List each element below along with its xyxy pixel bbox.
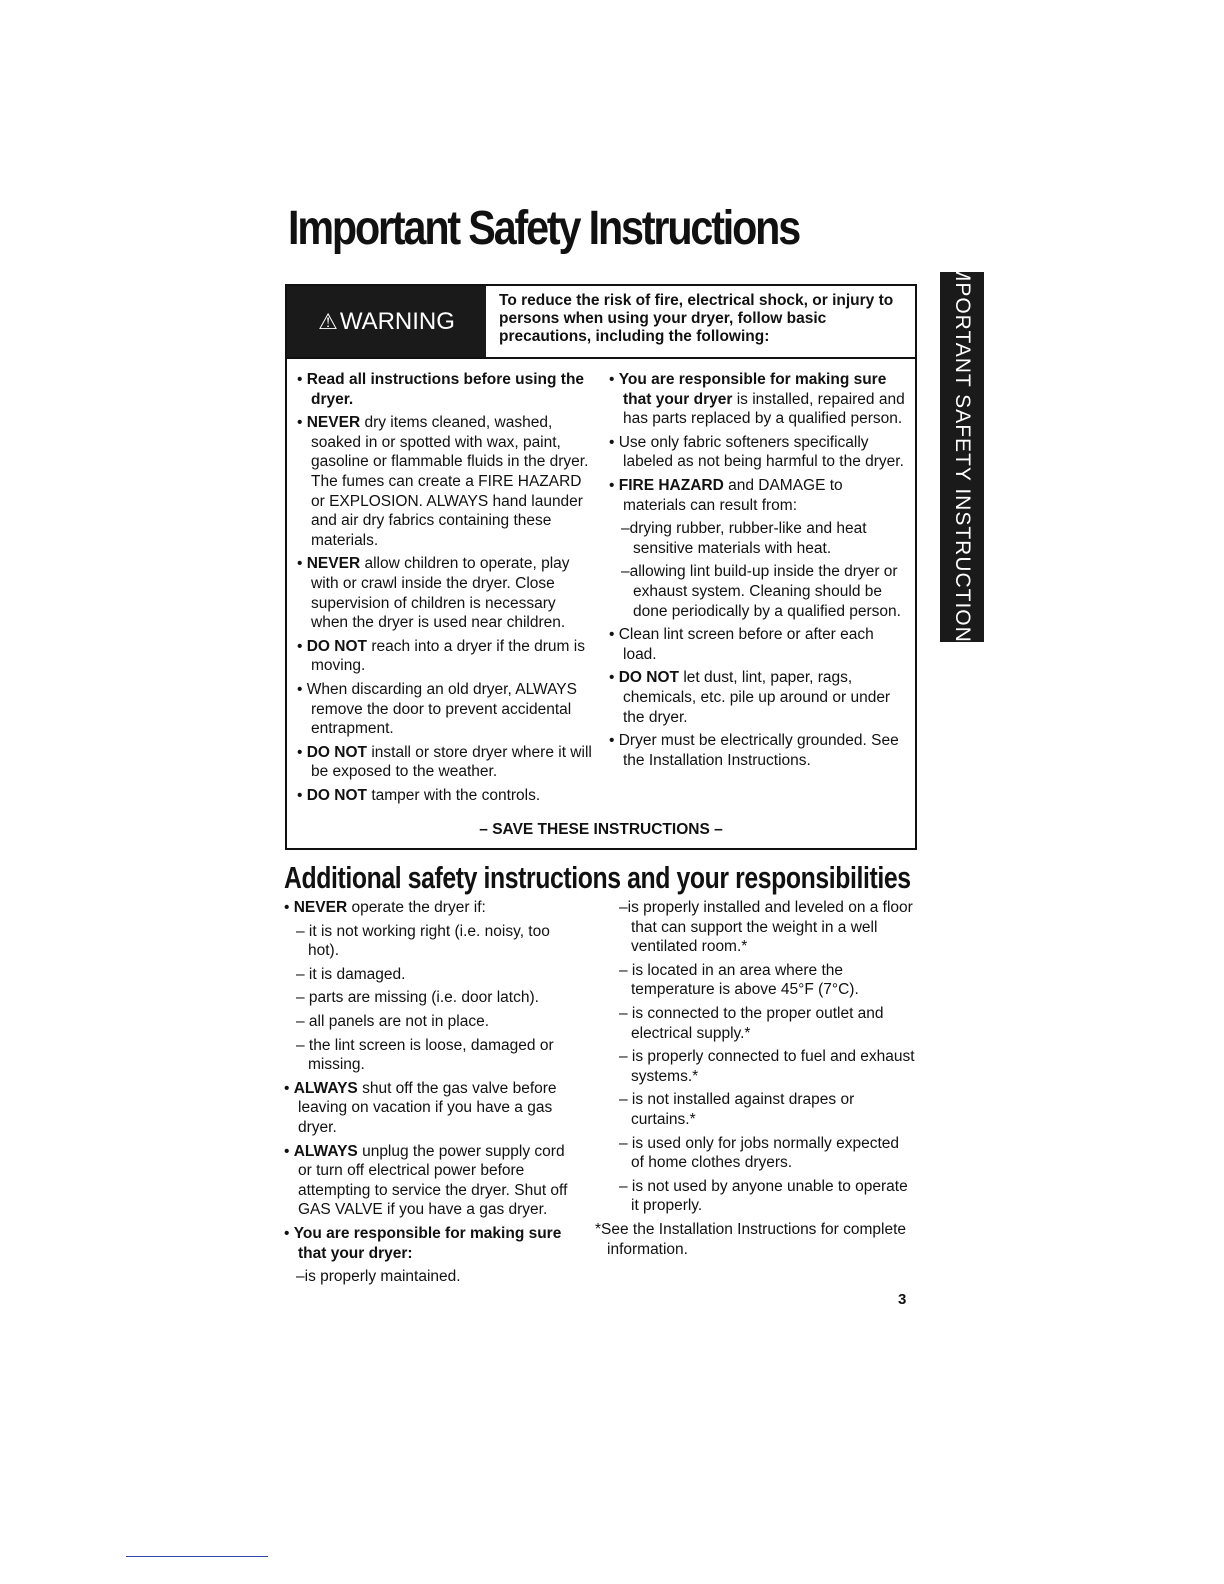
emphasis-text: DO NOT xyxy=(306,637,368,655)
sub-item xyxy=(284,922,574,961)
emphasis-text: You are responsible for making sure that your dryer xyxy=(618,371,887,408)
emphasis-text: ALWAYS xyxy=(293,1142,358,1160)
bullet-icon: • xyxy=(609,669,619,687)
bullet-icon: • xyxy=(297,637,307,655)
bullet-item xyxy=(284,1079,574,1138)
item-text: install or store dryer where it will be exposed to the weather. xyxy=(311,743,592,781)
bullet-icon: • xyxy=(284,1142,294,1160)
item-text: – the lint screen is loose, damaged or missing. xyxy=(296,1036,554,1074)
bullet-item xyxy=(284,898,574,918)
bullet-icon: • xyxy=(609,371,619,388)
bullet-item xyxy=(609,625,909,664)
bullet-icon: • xyxy=(297,414,307,432)
item-text: –allowing lint build-up inside the dryer or exhaust system. Cleaning should be done periodically by a qualified person. xyxy=(621,563,901,620)
item-text: – is not used by anyone unable to operate it properly. xyxy=(619,1177,908,1215)
bullet-icon: • xyxy=(297,743,307,761)
page-number: 3 xyxy=(898,1291,907,1308)
bullet-icon: • xyxy=(609,626,619,644)
item-text: shut off the gas valve before leaving on vacation if you have a gas dryer. xyxy=(298,1079,557,1136)
footnote xyxy=(595,1220,915,1259)
item-text: – is properly connected to fuel and exhaust systems.* xyxy=(619,1048,915,1085)
emphasis-text: DO NOT xyxy=(618,669,680,687)
bullet-item xyxy=(284,1224,574,1263)
item-text: unplug the power supply cord or turn off electrical power before attempting to service the dryer. Shut off GAS VALVE if you have a gas dryer. xyxy=(298,1142,568,1219)
sub-item xyxy=(607,1134,915,1173)
warning-label: WARNING xyxy=(339,307,455,335)
item-text: operate the dryer if: xyxy=(347,899,486,916)
additional-section-title: Additional safety instructions and your responsibilities xyxy=(284,860,911,895)
bullet-item xyxy=(297,413,597,550)
item-text: Dryer must be electrically grounded. See the Installation Instructions. xyxy=(618,732,899,769)
item-text: is installed, repaired and has parts replaced by a qualified person. xyxy=(623,390,905,428)
bullet-item xyxy=(284,1142,574,1220)
item-text: *See the Installation Instructions for complete information. xyxy=(595,1220,907,1258)
sub-item xyxy=(284,965,574,985)
section-side-tab xyxy=(940,256,984,658)
bullet-icon: • xyxy=(297,371,307,388)
sub-item xyxy=(607,1090,915,1129)
item-text: – parts are missing (i.e. door latch). xyxy=(296,989,539,1007)
side-tab-label: IMPORTANT SAFETY INSTRUCTIONS xyxy=(951,256,974,658)
bullet-icon: • xyxy=(609,476,619,494)
sub-item xyxy=(607,961,915,1000)
warning-heading: To reduce the risk of fire, electrical shock, or injury to persons when using your dryer, follow basic precautions, including the following: xyxy=(499,292,894,345)
item-text: – is located in an area where the temperature is above 45°F (7°C). xyxy=(619,961,859,999)
bullet-item xyxy=(609,668,909,727)
footnote-rule xyxy=(126,1556,268,1557)
bullet-item xyxy=(297,370,597,409)
item-text: –drying rubber, rubber-like and heat sensitive materials with heat. xyxy=(621,520,867,557)
bullet-item xyxy=(609,370,909,429)
emphasis-text: NEVER xyxy=(293,899,348,916)
warning-box xyxy=(285,284,917,850)
item-text: and DAMAGE to materials can result from: xyxy=(623,476,843,514)
item-text: –is properly maintained. xyxy=(296,1268,461,1286)
emphasis-text: ALWAYS xyxy=(293,1079,358,1097)
emphasis-text: NEVER xyxy=(306,555,361,573)
bullet-icon: • xyxy=(297,555,307,573)
emphasis-text: NEVER xyxy=(306,414,361,432)
item-text: – it is not working right (i.e. noisy, too hot). xyxy=(296,922,550,960)
additional-right-column xyxy=(595,898,915,1263)
item-text: – is used only for jobs normally expected of home clothes dryers. xyxy=(619,1134,900,1172)
sub-item xyxy=(609,519,909,558)
item-text: – is connected to the proper outlet and electrical supply.* xyxy=(619,1004,884,1042)
warning-right-column xyxy=(609,370,909,774)
item-text: Use only fabric softeners specifically labeled as not being harmful to the dryer. xyxy=(618,433,904,471)
warning-badge xyxy=(287,286,486,357)
sub-item xyxy=(284,1012,574,1032)
sub-item xyxy=(607,1047,915,1086)
sub-item xyxy=(607,1004,915,1043)
bullet-icon: • xyxy=(284,899,294,916)
emphasis-text: Read all instructions before using the dryer. xyxy=(306,371,585,408)
bullet-item xyxy=(297,680,597,739)
bullet-item xyxy=(297,554,597,632)
page-title: Important Safety Instructions xyxy=(288,202,800,255)
divider xyxy=(287,357,915,359)
save-instructions-note: – SAVE THESE INSTRUCTIONS – xyxy=(479,821,723,838)
bullet-item xyxy=(297,743,597,782)
emphasis-text: You are responsible for making sure that your dryer: xyxy=(293,1224,562,1262)
warning-triangle-icon: ⚠ xyxy=(318,308,338,334)
item-text: –is properly installed and leveled on a floor that can support the weight in a well ventilated room.* xyxy=(619,899,913,956)
bullet-icon: • xyxy=(297,786,307,804)
item-text: – all panels are not in place. xyxy=(296,1012,490,1030)
item-text: reach into a dryer if the drum is moving. xyxy=(311,637,585,675)
item-text: allow children to operate, play with or crawl inside the dryer. Close supervision of children is necessary when the dryer is used near children. xyxy=(311,555,570,632)
sub-item xyxy=(607,1177,915,1216)
bullet-item xyxy=(609,476,909,515)
additional-left-column xyxy=(284,898,574,1291)
emphasis-text: DO NOT xyxy=(306,743,368,761)
item-text: tamper with the controls. xyxy=(367,786,541,804)
item-text: let dust, lint, paper, rags, chemicals, etc. pile up around or under the dryer. xyxy=(623,669,891,726)
bullet-item xyxy=(609,731,909,770)
item-text: Clean lint screen before or after each load. xyxy=(618,626,874,663)
bullet-item xyxy=(609,433,909,472)
warning-left-column xyxy=(297,370,597,809)
sub-item xyxy=(284,1036,574,1075)
item-text: – it is damaged. xyxy=(296,965,406,983)
emphasis-text: DO NOT xyxy=(306,786,368,804)
bullet-icon: • xyxy=(284,1079,294,1097)
item-text: dry items cleaned, washed, soaked in or spotted with wax, paint, gasoline or flammable fluids in the dryer. The fumes can create a FIRE HAZARD or EXPLOSION. ALWAYS hand launder and air dry fabrics containing these materials. xyxy=(311,414,589,549)
sub-item xyxy=(609,562,909,621)
bullet-icon: • xyxy=(609,732,619,750)
bullet-icon: • xyxy=(609,433,619,451)
item-text: When discarding an old dryer, ALWAYS remove the door to prevent accidental entrapment. xyxy=(306,680,577,738)
bullet-icon: • xyxy=(284,1224,294,1242)
item-text: – is not installed against drapes or curtains.* xyxy=(619,1091,855,1128)
sub-item xyxy=(284,1267,574,1287)
sub-item xyxy=(607,898,915,957)
sub-item xyxy=(284,988,574,1008)
bullet-icon: • xyxy=(297,680,307,698)
bullet-item xyxy=(297,637,597,676)
bullet-item xyxy=(297,786,597,806)
emphasis-text: FIRE HAZARD xyxy=(618,476,724,494)
